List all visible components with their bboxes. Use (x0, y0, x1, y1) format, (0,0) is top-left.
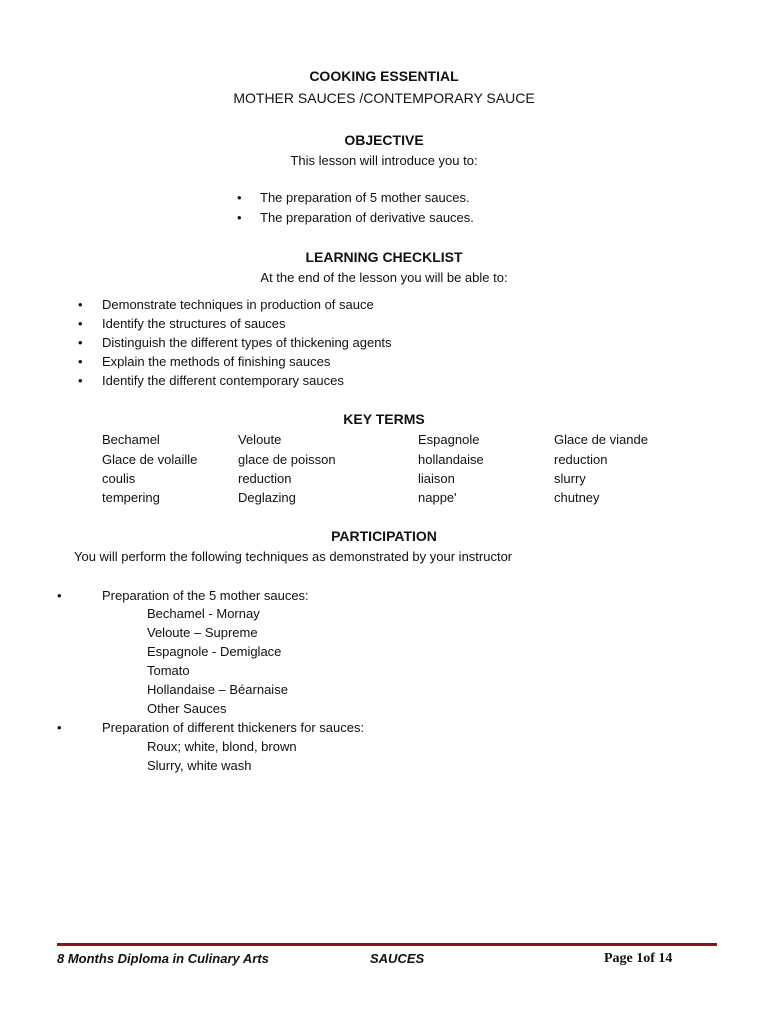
key-term: reduction (554, 452, 608, 467)
key-term: coulis (102, 471, 136, 486)
footer-rule (57, 943, 717, 946)
key-term: hollandaise (418, 452, 484, 467)
key-terms-heading: KEY TERMS (343, 411, 425, 427)
checklist-item: Explain the methods of finishing sauces (102, 354, 331, 369)
key-term: Deglazing (238, 490, 296, 505)
participation-group-label: Preparation of different thickeners for sauces: (102, 720, 365, 735)
objective-bullet: • (237, 190, 242, 205)
key-term: Glace de volaille (102, 452, 198, 467)
checklist-bullet: • (78, 316, 83, 331)
key-term: Veloute (238, 432, 282, 447)
checklist-bullet: • (78, 335, 83, 350)
footer-course: 8 Months Diploma in Culinary Arts (57, 951, 269, 966)
sauce-item: Bechamel - Mornay (147, 606, 260, 621)
thickener-item: Slurry, white wash (147, 758, 252, 773)
thickener-item: Roux; white, blond, brown (147, 739, 297, 754)
participation-heading: PARTICIPATION (331, 528, 437, 544)
objective-item: The preparation of 5 mother sauces. (260, 190, 470, 205)
participation-intro: You will perform the following techniques as demonstrated by your instructor (74, 549, 513, 564)
checklist-intro: At the end of the lesson you will be able to: (260, 270, 508, 285)
checklist-item: Identify the different contemporary sauces (102, 373, 344, 388)
sauce-item: Other Sauces (147, 701, 227, 716)
key-term: Glace de viande (554, 432, 648, 447)
checklist-item: Demonstrate techniques in production of sauce (102, 297, 374, 312)
checklist-heading: LEARNING CHECKLIST (305, 249, 463, 265)
sauce-item: Veloute – Supreme (147, 625, 258, 640)
objective-intro: This lesson will introduce you to: (290, 153, 478, 168)
participation-group-label: Preparation of the 5 mother sauces: (102, 588, 309, 603)
document-title: COOKING ESSENTIAL (309, 68, 459, 84)
checklist-item: Distinguish the different types of thickening agents (102, 335, 392, 350)
key-term: glace de poisson (238, 452, 336, 467)
key-term: Bechamel (102, 432, 160, 447)
checklist-item: Identify the structures of sauces (102, 316, 286, 331)
objective-heading: OBJECTIVE (344, 132, 424, 148)
objective-item: The preparation of derivative sauces. (260, 210, 474, 225)
sauce-item: Tomato (147, 663, 190, 678)
objective-bullet: • (237, 210, 242, 225)
key-term: Espagnole (418, 432, 480, 447)
sauce-item: Hollandaise – Béarnaise (147, 682, 288, 697)
checklist-bullet: • (78, 373, 83, 388)
key-term: nappe' (418, 490, 457, 505)
key-term: tempering (102, 490, 160, 505)
sauce-item: Espagnole - Demiglace (147, 644, 282, 659)
footer-section: SAUCES (370, 951, 425, 966)
key-term: liaison (418, 471, 455, 486)
document-subtitle: MOTHER SAUCES /CONTEMPORARY SAUCE (233, 90, 535, 106)
key-term: slurry (554, 471, 586, 486)
footer-page-number: Page 1of 14 (604, 951, 673, 966)
participation-bullet: • (57, 588, 62, 603)
participation-bullet: • (57, 720, 62, 735)
checklist-bullet: • (78, 297, 83, 312)
key-term: reduction (238, 471, 292, 486)
checklist-bullet: • (78, 354, 83, 369)
key-term: chutney (554, 490, 600, 505)
